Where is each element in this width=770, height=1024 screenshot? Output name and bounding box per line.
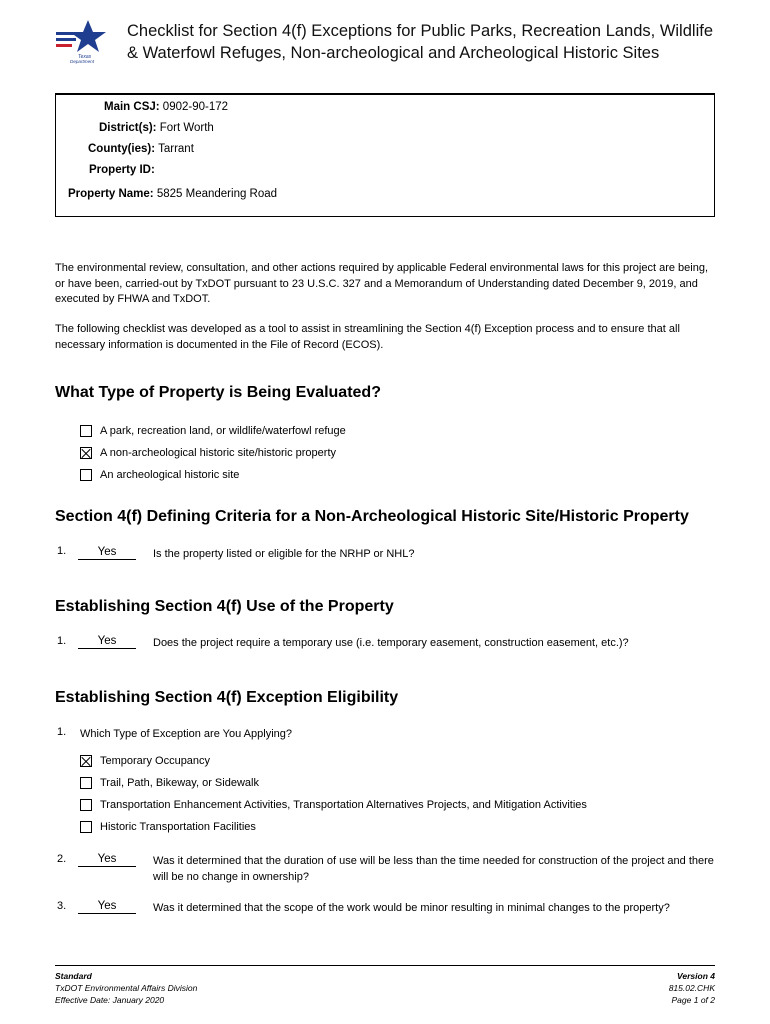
question-number: 1. [57,635,67,647]
answer-field[interactable]: Yes [78,635,136,649]
question-text: Was it determined that the scope of the work would be minor resulting in minimal changes to the property? [153,902,670,914]
svg-text:Department: Department [70,59,95,64]
answer-field[interactable]: Yes [78,853,136,867]
question-text: Which Type of Exception are You Applying? [80,728,292,740]
property-type-heading: What Type of Property is Being Evaluated? [55,384,381,401]
svg-text:Texas: Texas [78,54,92,60]
answer-field[interactable]: Yes [78,546,136,560]
question-text: Is the property listed or eligible for the NRHP or NHL? [153,548,415,560]
csj-row [104,101,228,113]
page-title: Checklist for Section 4(f) Exceptions for Public Parks, Recreation Lands, Wildlife & Waterfowl Refuges, Non-archeological and Archeological Historic Sites [127,22,713,62]
footer-divider [55,965,715,966]
checkbox[interactable] [80,777,92,789]
county-row [88,143,194,155]
checkbox[interactable] [80,469,92,481]
property-id-row [89,164,155,176]
exception-option-temporary-occupancy[interactable] [80,753,210,769]
exception-option-historic-facilities[interactable] [80,819,256,835]
district-value: Fort Worth [159,122,214,134]
question-text: Was it determined that the duration of use will be less than the time needed for construction of the project and there will be no change in ownership? [153,855,714,883]
county-label: County(ies): [88,143,156,155]
answer-field[interactable]: Yes [78,900,136,914]
txdot-star-icon [52,18,114,66]
option-label: Temporary Occupancy [100,755,211,767]
checkbox-checked[interactable] [80,447,92,459]
footer-right [669,970,715,1006]
district-label: District(s): [99,122,157,134]
checkbox[interactable] [80,425,92,437]
district-row [99,122,214,134]
intro-paragraph-2: The following checklist was developed as a tool to assist in streamlining the Section 4(f) Exception process and to ensure that all necessary information is documented in the File of Record (ECOS). [55,323,680,351]
intro-paragraph-1: The environmental review, consultation, and other actions required by applicable Federal environmental laws for this project are being, or have been, carried-out by TxDOT pursuant to 23 U.S.C. 327 and a Memorandum of Understanding dated December 9, 2019, and executed by FHWA and TxDOT. [55,262,709,305]
property-id-label: Property ID: [89,164,155,176]
option-label: Historic Transportation Facilities [100,821,256,833]
checkbox[interactable] [80,821,92,833]
question-number: 3. [57,900,67,912]
footer-version: Version 4 [677,971,715,981]
project-info-box [55,93,715,217]
question-number: 1. [57,726,67,738]
footer-effective-date: Effective Date: January 2020 [55,995,165,1005]
option-label: A park, recreation land, or wildlife/waterfowl refuge [100,425,346,437]
question-number: 2. [57,853,67,865]
property-type-option-archeological[interactable] [80,467,239,483]
option-label: Trail, Path, Bikeway, or Sidewalk [100,777,259,789]
footer-page-number: Page 1 of 2 [671,995,715,1005]
footer-standard: Standard [55,971,92,981]
exception-option-enhancement[interactable] [80,797,587,813]
footer-doc-code: 815.02.CHK [668,983,715,993]
county-value: Tarrant [158,143,194,155]
eligibility-heading: Establishing Section 4(f) Exception Eligibility [55,689,399,706]
criteria-heading: Section 4(f) Defining Criteria for a Non-Archeological Historic Site/Historic Property [55,508,689,525]
txdot-logo [52,18,114,66]
use-heading: Establishing Section 4(f) Use of the Property [55,598,394,615]
csj-label: Main CSJ: [104,101,160,113]
footer-left [55,970,197,1006]
property-type-option-non-archeological[interactable] [80,445,336,461]
property-name-label: Property Name: [68,188,154,200]
csj-value: 0902-90-172 [162,101,229,113]
question-number: 1. [57,545,67,557]
property-name-row [68,188,277,200]
option-label: A non-archeological historic site/historic property [100,447,337,459]
footer-division: TxDOT Environmental Affairs Division [55,983,198,993]
checkbox[interactable] [80,799,92,811]
property-name-value: 5825 Meandering Road [156,188,278,200]
question-text: Does the project require a temporary use (i.e. temporary easement, construction easement, etc.)? [153,637,629,649]
property-type-option-park[interactable] [80,423,346,439]
option-label: An archeological historic site [100,469,240,481]
option-label: Transportation Enhancement Activities, Transportation Alternatives Projects, and Mitigation Activities [100,799,587,811]
checkbox-checked[interactable] [80,755,92,767]
exception-option-trail[interactable] [80,775,259,791]
